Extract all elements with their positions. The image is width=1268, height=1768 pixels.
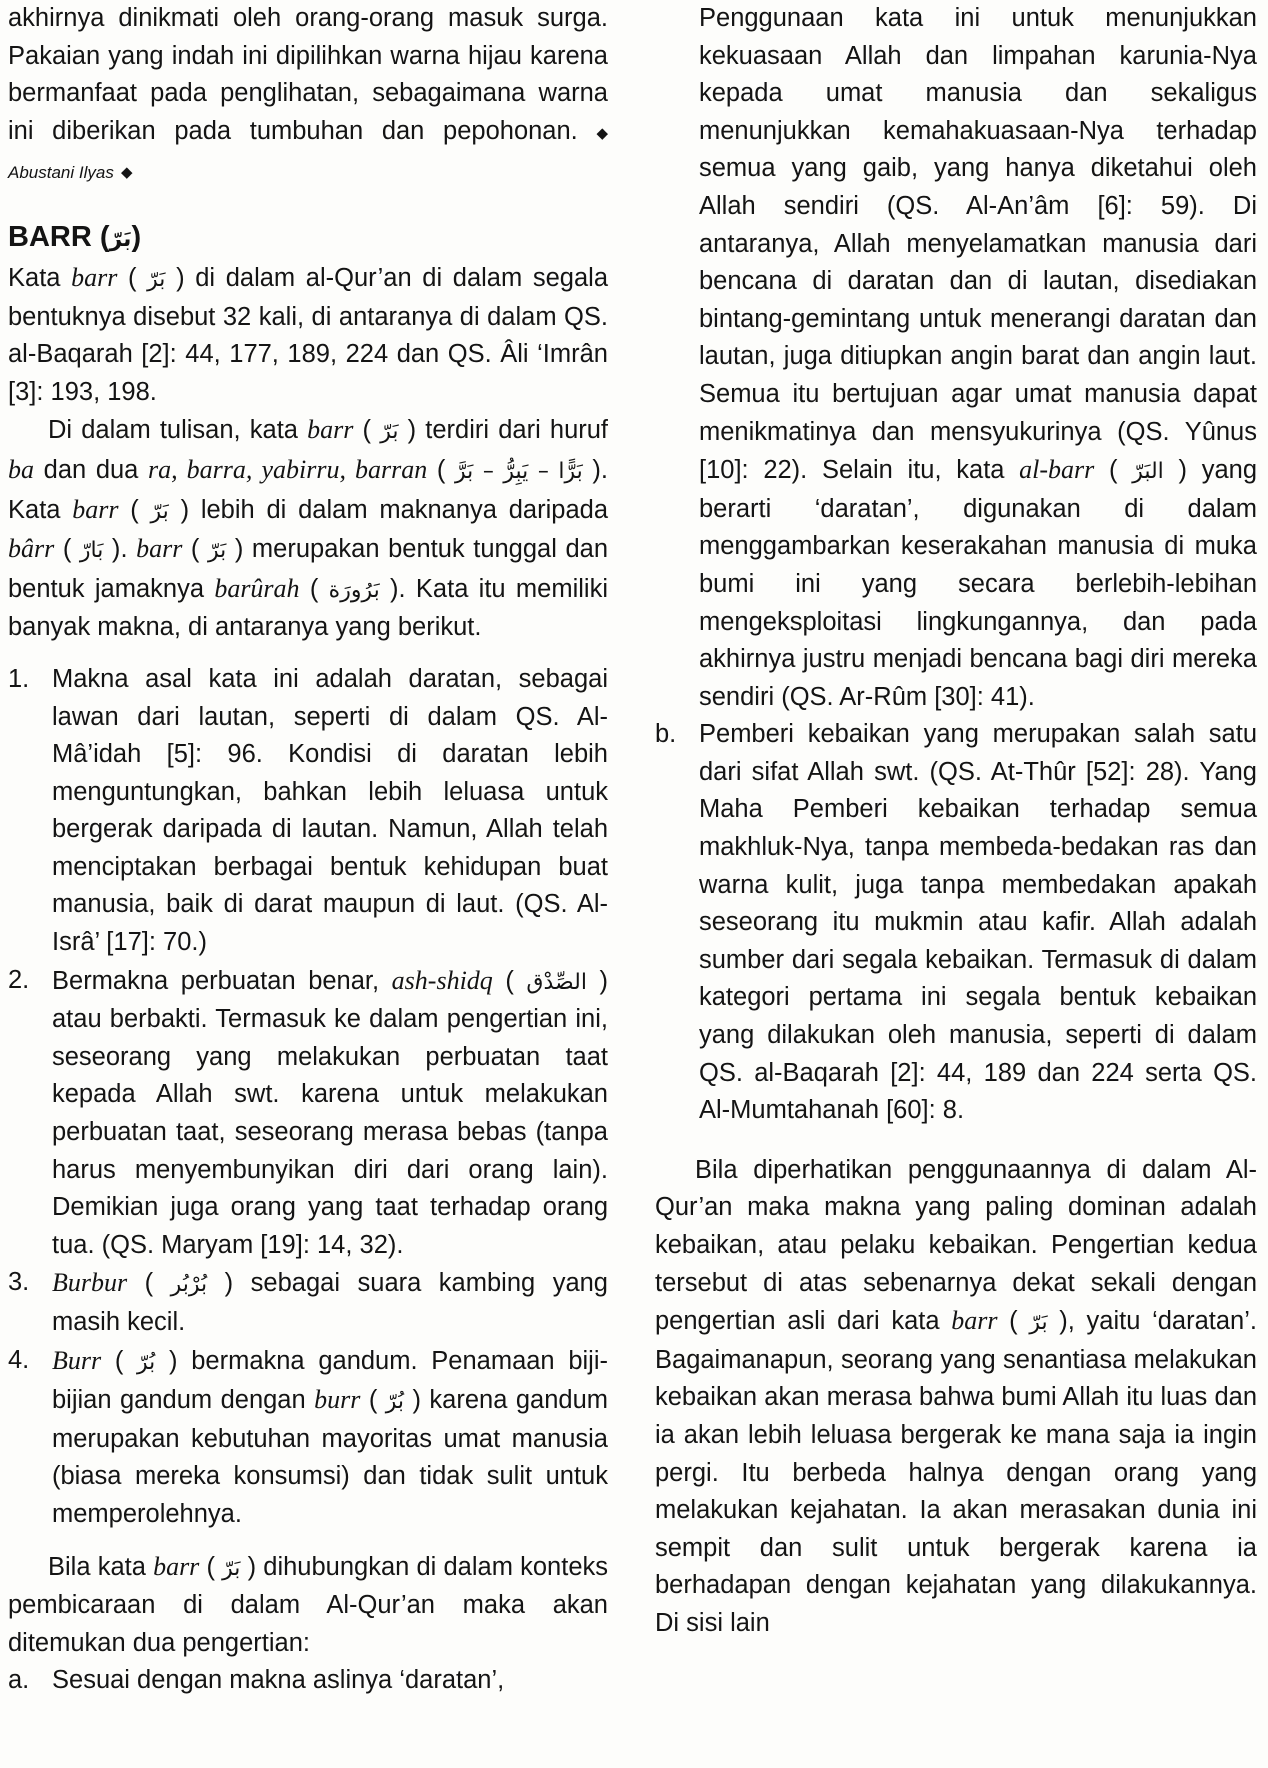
list-item: 4. Burr ( بُرّ ) bermakna gandum. Penamaan biji-bijian gandum dengan burr ( بُرّ ) karena gandum merupakan kebutuhan mayoritas umat manusia (biasa mereka konsumsi) dan tidak sulit untuk memperolehnya. [8, 1345, 608, 1528]
list-item: 2. Bermakna perbuatan benar, ash-shidq ( الصِّدْق ) atau berbakti. Termasuk ke dalam pengertian ini, seseorang yang melakukan perbuatan taat kepada Allah swt. karena untuk melakukan perbuatan taat, seseorang merasa bebas (tanpa harus menyembunyikan diri dari orang lain). Demikian juga orang yang taat terhadap orang tua. (QS. Maryam [19]: 14, 32). [8, 965, 608, 1259]
diamond-icon: ◆ [120, 164, 133, 182]
left-column [8, 0, 608, 1700]
continued-paragraph: akhirnya dinikmati oleh orang-orang masuk surga. Pakaian yang indah ini dipilihkan warna hijau karena bermanfaat pada penglihatan, sebagaimana warna ini diberikan pada tumbuhan dan pepohonan. ◆ Abustani Ilyas ◆ [8, 4, 608, 183]
paragraph-context: Bila kata barr ( بَرّ ) dihubungkan di dalam konteks pembicaraan di dalam Al-Qur’an maka akan ditemukan dua pengertian: [8, 1551, 609, 1657]
right-column [655, 0, 1257, 1643]
diamond-icon: ◆ [596, 124, 608, 142]
list-item: a. Sesuai dengan makna aslinya ‘daratan’, [8, 1666, 505, 1695]
entry-heading: BARR (بَرّ) [8, 220, 142, 253]
paragraph-intro: Kata barr ( بَرّ ) di dalam al-Qur’an di dalam segala bentuknya disebut 32 kali, di antaranya di dalam QS. al-Baqarah [2]: 44, 177, 189, 224 dan QS. Âli ‘Imrân [3]: 193, 198. [8, 262, 609, 406]
paragraph-writing: Di dalam tulisan, kata barr ( بَرّ ) terdiri dari huruf ba dan dua ra, barra, yabirru, barran ( بَرًّا – يَبِرُّ – بَرَّ ). Kata barr ( بَرّ ) lebih di dalam maknanya daripada bârr ( بَارّ ). barr ( بَرّ ) merupakan bentuk tunggal dan bentuk jamaknya barûrah ( بَرُورَة ). Kata itu memiliki banyak makna, di antaranya yang berikut. [8, 415, 609, 642]
list-item: 3. Burbur ( بُرْبُر ) sebagai suara kambing yang masih kecil. [8, 1268, 608, 1336]
author-name: Abustani Ilyas [8, 163, 114, 183]
list-item: b. Pemberi kebaikan yang merupakan salah satu dari sifat Allah swt. (QS. At-Thûr [52]: 28). Yang Maha Pemberi kebaikan terhadap semua makhluk-Nya, tanpa membeda-bedakan ras dan warna kulit, juga tanpa membedakan apakah seseorang itu mukmin atau kafir. Allah adalah sumber dari segala kebaikan. Termasuk di dalam kategori pertama ini segala bentuk kebaikan yang dilakukan oleh manusia, seperti di dalam QS. al-Baqarah [2]: 44, 189 dan 224 serta QS. Al-Mumtahanah [60]: 8. [655, 720, 1257, 1125]
list-item-continued: Penggunaan kata ini untuk menunjukkan kekuasaan Allah dan limpahan karunia-Nya kepada umat manusia dan sekaligus menunjukkan kemahakuasaan-Nya terhadap semua yang gaib, yang hanya diketahui oleh Allah sendiri (QS. Al-An’âm [6]: 59). Di antaranya, Allah menyelamatkan manusia dari bencana di daratan dan di lautan, disediakan bintang-gemintang untuk menerangi daratan dan lautan, juga ditiupkan angin barat dan angin laut. Semua itu bertujuan agar umat manusia dapat menikmatinya dan mensyukurinya (QS. Yûnus [10]: 22). Selain itu, kata al-barr ( البَرّ ) yang berarti ‘daratan’, digunakan di dalam menggambarkan keserakahan manusia di muka bumi ini yang secara berlebih-lebihan mengeksploitasi lingkungannya, dan pada akhirnya justru menjadi bencana bagi diri mereka sendiri (QS. Ar-Rûm [30]: 41). [699, 4, 1257, 711]
paragraph-conclusion: Bila diperhatikan penggunaannya di dalam Al-Qur’an maka makna yang paling dominan adalah kebaikan, atau pelaku kebaikan. Pengertian kedua tersebut di atas sebenarnya dekat sekali dengan pengertian asli dari kata barr ( بَرّ ), yaitu ‘daratan’. Bagaimanapun, seorang yang senantiasa melakukan kebaikan akan merasa bahwa bumi Allah itu luas dan ia akan lebih leluasa bergerak ke mana saja ia ingin pergi. Itu berbeda halnya dengan orang yang melakukan kejahatan. Ia akan merasakan dunia ini sempit dan sulit untuk bergerak karena ia berhadapan dengan kejahatan yang dilakukannya. Di sisi lain [655, 1155, 1257, 1637]
list-item: 1. Makna asal kata ini adalah daratan, sebagai lawan dari lautan, seperti di dalam QS. Al-Mâ’idah [5]: 96. Kondisi di daratan lebih menguntungkan, bahkan lebih leluasa untuk bergerak daripada di lautan. Namun, Allah telah menciptakan berbagai bentuk kehidupan buat manusia, baik di darat maupun di laut. (QS. Al-Isrâ’ [17]: 70.) [8, 664, 608, 957]
